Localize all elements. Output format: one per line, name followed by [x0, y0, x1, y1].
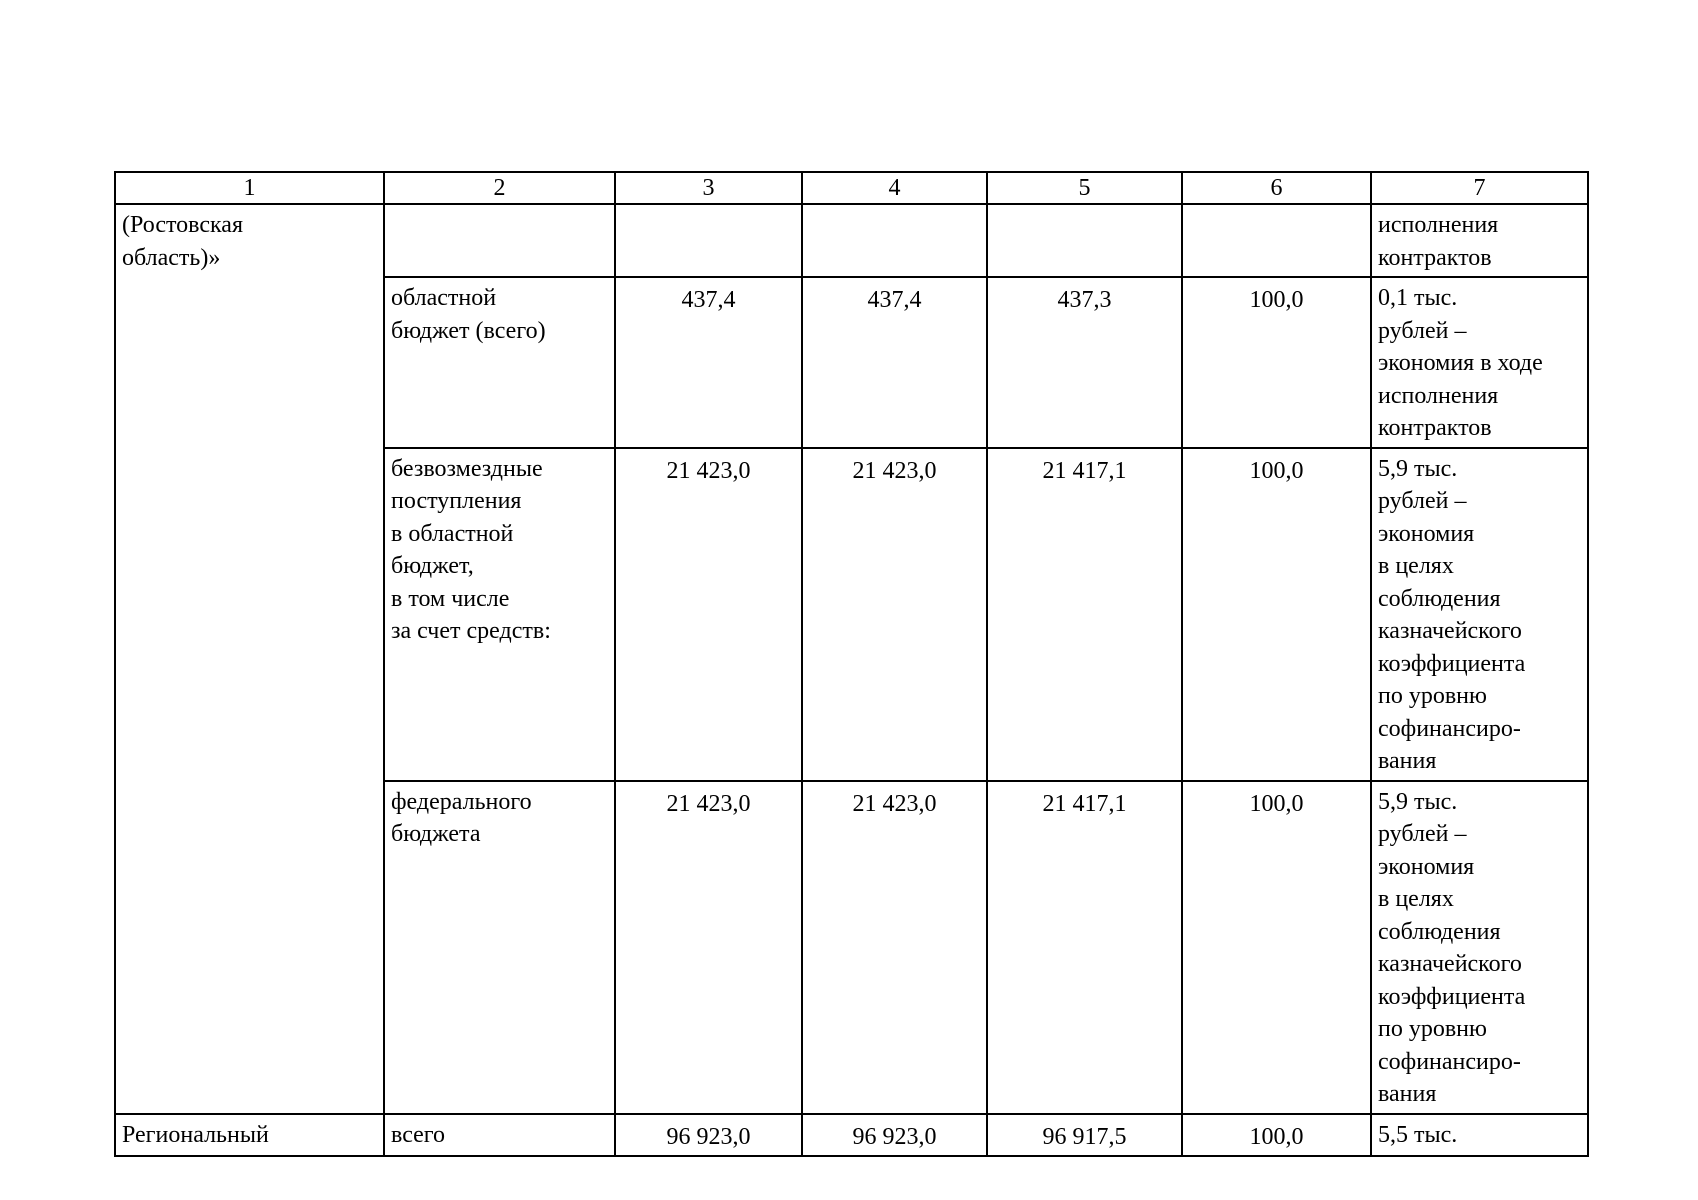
column-number: 2 [384, 172, 615, 204]
program-name-cell: (Ростовская область)» [115, 204, 384, 1114]
allocated-value-cell: 437,4 [802, 277, 987, 448]
column-number: 5 [987, 172, 1182, 204]
column-number: 6 [1182, 172, 1371, 204]
table-row [115, 1114, 1588, 1157]
planned-value-cell: 21 423,0 [615, 781, 802, 1114]
value-cell [615, 204, 802, 277]
note-cell: исполнения контрактов [1371, 204, 1588, 277]
column-number-row [115, 172, 1588, 204]
note-cell: 0,1 тыс. рублей – экономия в ходе исполнения контрактов [1371, 277, 1588, 448]
allocated-value-cell: 96 923,0 [802, 1114, 987, 1157]
note-cell: 5,9 тыс. рублей – экономия в целях соблюдения казначейского коэффициента по уровню софинансиро- вания [1371, 448, 1588, 781]
planned-value-cell: 437,4 [615, 277, 802, 448]
planned-value-cell: 96 923,0 [615, 1114, 802, 1157]
table-row [115, 204, 1588, 277]
actual-value-cell: 96 917,5 [987, 1114, 1182, 1157]
planned-value-cell: 21 423,0 [615, 448, 802, 781]
column-number: 4 [802, 172, 987, 204]
value-cell [987, 204, 1182, 277]
budget-execution-table [114, 171, 1589, 1157]
source-cell: безвозмездные поступления в областной бюджет, в том числе за счет средств: [384, 448, 615, 781]
actual-value-cell: 21 417,1 [987, 781, 1182, 1114]
allocated-value-cell: 21 423,0 [802, 448, 987, 781]
column-number: 7 [1371, 172, 1588, 204]
source-cell: всего [384, 1114, 615, 1157]
percent-cell: 100,0 [1182, 781, 1371, 1114]
percent-cell: 100,0 [1182, 448, 1371, 781]
allocated-value-cell: 21 423,0 [802, 781, 987, 1114]
note-cell: 5,9 тыс. рублей – экономия в целях соблюдения казначейского коэффициента по уровню софинансиро- вания [1371, 781, 1588, 1114]
source-cell [384, 204, 615, 277]
program-name-cell: Региональный [115, 1114, 384, 1157]
percent-cell: 100,0 [1182, 277, 1371, 448]
source-cell: федерального бюджета [384, 781, 615, 1114]
actual-value-cell: 437,3 [987, 277, 1182, 448]
percent-cell: 100,0 [1182, 1114, 1371, 1157]
actual-value-cell: 21 417,1 [987, 448, 1182, 781]
column-number: 3 [615, 172, 802, 204]
column-number: 1 [115, 172, 384, 204]
note-cell: 5,5 тыс. [1371, 1114, 1588, 1157]
source-cell: областной бюджет (всего) [384, 277, 615, 448]
value-cell [1182, 204, 1371, 277]
value-cell [802, 204, 987, 277]
